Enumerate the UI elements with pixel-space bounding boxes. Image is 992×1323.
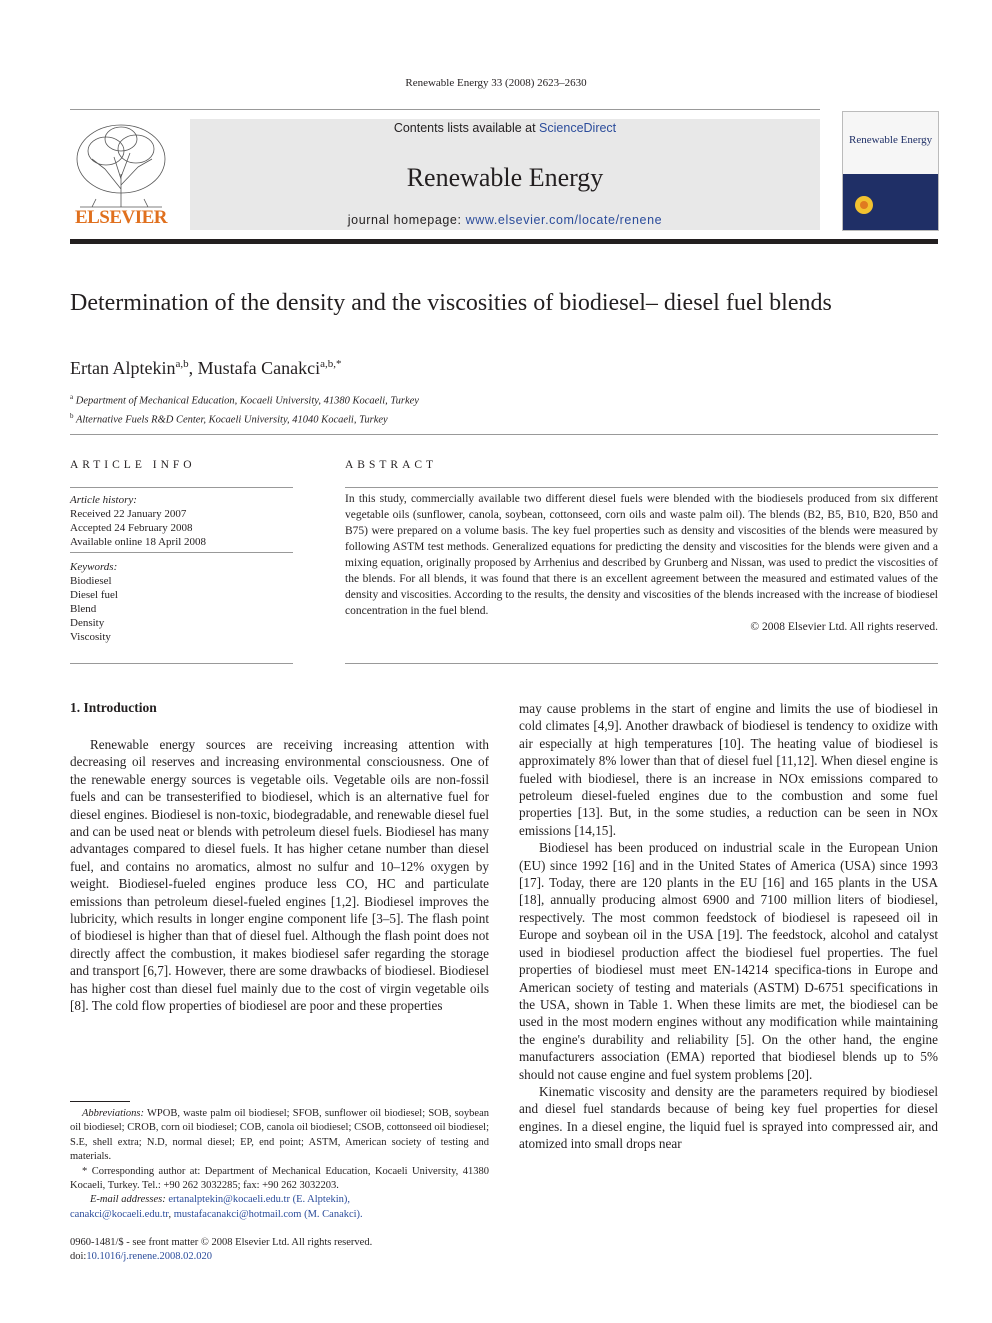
- intro-paragraph-1: Renewable energy sources are receiving increasing attention with decreasing oil reserves and increasing environmental consciousness. One of the renewable energy sources is vegetable oils. Vegetable oils are non-fossil fuels and can be transesterified to biodiesel, which is an alternative fuel for diesel engines. Biodiesel is non-toxic, biodegradable, and renewable diesel fuel and can be used neat or blends with petroleum diesel fuels. Biodiesel has many advantages compared to diesel fuels. It has higher cetane number than diesel fuel, and contains no aromatics, almost no sulfur and 10–12% oxygen by weight. Biodiesel-fueled engines produce less CO, HC and particulate emissions than petroleum diesel-fueled engines [1,2]. Biodiesel improves the lubricity, which results in longer engine component life [3–5]. The flash point of biodiesel is higher than that of diesel fuel. Although the flash point does not directly affect the combustion, it makes biodiesel safer regarding the storage and transport [6,7]. However, there are some drawbacks of biodiesel. Biodiesel has higher cost than diesel fuel mainly due to the cost of virgin vegetable oils [8]. The cold flow properties of biodiesel are poor and these properties: [70, 737, 489, 1014]
- affil-b: Alternative Fuels R&D Center, Kocaeli University, 41040 Kocaeli, Turkey: [75, 414, 388, 425]
- cover-title: Renewable Energy: [849, 134, 933, 146]
- author-2: , Mustafa Canakci: [188, 358, 321, 378]
- abbrev-label: Abbreviations:: [82, 1108, 145, 1119]
- abstract-body: [345, 491, 938, 635]
- abstract-rule: [345, 487, 938, 488]
- affil-a-mark: a: [70, 393, 74, 401]
- intro-paragraph-3: Biodiesel has been produced on industrial scale in the European Union (EU) since 1992 [16] and in the United States of America (USA) since 1993 [17]. Today, there are 120 plants in the EU [16] and 165 plants in the USA [18], annually producing almost 6900 and 7100 million liters of biodiesel, respectively. The most common feedstock of biodiesel is rapeseed oil in Europe and soybean oil in the USA [19]. The feedstock, alcohol and catalyst used in biodiesel production affect the biodiesel fuel properties. The fuel properties of biodiesel must meet EN-14214 specifica-tions in Europe and American society of testing and materials (ASTM) D-6751 specifications in the USA, shown in Table 1. When these limits are met, the biodiesel can be used in the most modern engines without any modification while maintaining the engine's durability and reliability [5]. On the other hand, the engine manufacturers association (EMA) reported that biodiesel blends up to 5% should not cause engine and fuel system problems [20].: [519, 840, 938, 1082]
- affil-rule: [70, 434, 938, 435]
- corr-text: Corresponding author at: Department of Mechanical Education, Kocaeli University, 41380 Kocaeli, Turkey. Tel.: +90 262 3032285; fax: +90 262 3032203.: [70, 1165, 489, 1192]
- intro-paragraph-4: Kinematic viscosity and density are the parameters required by biodiesel and diesel fuel standards because of being key fuel properties for diesel engines. In a diesel engine, the liquid fuel is sprayed into compressed air, and atomized into small drops near: [519, 1083, 938, 1152]
- article-title: Determination of the density and the viscosities of biodiesel– diesel fuel blends: [70, 290, 832, 316]
- email-link[interactable]: ertanalptekin@kocaeli.edu.tr (E. Alptekin),: [168, 1194, 351, 1206]
- keyword: Biodiesel: [70, 575, 112, 587]
- author-list: [70, 358, 341, 379]
- email-label: E-mail addresses:: [90, 1194, 166, 1206]
- author-2-affil: a,b,*: [320, 358, 342, 370]
- journal-cover-thumbnail: [842, 111, 939, 231]
- intro-right-column: [519, 700, 938, 1153]
- abstract-bottom-rule: [345, 663, 938, 664]
- doi-prefix: doi:: [70, 1251, 87, 1263]
- email-link[interactable]: canakci@kocaeli.edu.tr: [70, 1208, 169, 1220]
- article-info-heading: ARTICLE INFO: [70, 459, 196, 471]
- keyword: Diesel fuel: [70, 589, 118, 601]
- history-label: Article history:: [70, 494, 137, 506]
- homepage-line: [190, 213, 820, 227]
- header-thick-rule: [70, 239, 938, 244]
- received-date: Received 22 January 2007: [70, 508, 187, 520]
- article-history: [70, 493, 293, 549]
- author-1: Ertan Alptekin: [70, 358, 176, 378]
- keyword: Blend: [70, 603, 97, 615]
- intro-left-column: [70, 736, 489, 1015]
- author-1-affil: a,b: [175, 358, 189, 370]
- affil-a: Department of Mechanical Education, Kocaeli University, 41380 Kocaeli, Turkey: [75, 395, 419, 407]
- abstract-copyright: © 2008 Elsevier Ltd. All rights reserved.: [750, 621, 938, 633]
- affiliations: [70, 390, 419, 427]
- online-date: Available online 18 April 2008: [70, 536, 207, 548]
- front-matter: [70, 1236, 372, 1265]
- accepted-date: Accepted 24 February 2008: [70, 522, 193, 534]
- email-link[interactable]: mustafacanakci@hotmail.com (M. Canakci).: [173, 1208, 363, 1220]
- doi-link[interactable]: 10.1016/j.renene.2008.02.020: [86, 1251, 213, 1263]
- footnote-rule: [70, 1101, 130, 1102]
- section-heading: 1. Introduction: [70, 700, 157, 715]
- homepage-link[interactable]: www.elsevier.com/locate/renene: [465, 213, 663, 227]
- keywords-label: Keywords:: [70, 561, 118, 573]
- journal-citation: Renewable Energy 33 (2008) 2623–2630: [405, 77, 587, 89]
- contents-prefix: Contents lists available at: [393, 121, 540, 135]
- sciencedirect-link[interactable]: ScienceDirect: [539, 121, 617, 135]
- issn-line: 0960-1481/$ - see front matter © 2008 Elsevier Ltd. All rights reserved.: [70, 1237, 373, 1248]
- affil-b-mark: b: [70, 411, 74, 420]
- journal-title: Renewable Energy: [406, 163, 604, 192]
- abbrev-text: WPOB, waste palm oil biodiesel; SFOB, sunflower oil biodiesel; SOB, soybean oil biodiesel; CROB, corn oil biodiesel; COB, canola oil biodiesel; CSOB, cottonseed oil biodiesel; S.E, shell extra; N.D, normal diesel; EP, end point; ASTM, American society of testing and materials.: [70, 1108, 489, 1163]
- abstract-text: In this study, commercially available two different diesel fuels were blended with the biodiesels produced from six different vegetable oils (sunflower, canola, soybean, cottonseed, corn oils and waste palm oil). The blends (B2, B5, B10, B20, B50 and B75) were prepared on a volume basis. The key fuel properties such as density and viscosities of the blends were measured by following ASTM test methods. Generalized equations for predicting the density and viscosities for the blends were given and a mixing equation, originally proposed by Arrhenius and described by Grunberg and Nissan, was used to predict the viscosities of the blends. For all blends, it was found that there is an excellent agreement between the measured and estimated values of the density and viscosities. According to the results, the density and viscosities of the blends increased with the increase of biodiesel concentration in the fuel blend.: [345, 493, 938, 617]
- elsevier-wordmark: ELSEVIER: [74, 207, 168, 228]
- intro-paragraph-2: may cause problems in the start of engine and limits the use of biodiesel in cold climates [4,9]. Another drawback of biodiesel is tendency to oxidize with air especially at high temperatures [10]. The heating value of biodiesel is approximately 8% lower than that of diesel fuel [11,12]. When diesel engine is fueled with biodiesel, there is an increase in NOx emissions compared to petroleum diesel-fueled engines due to the combustion and some fuel properties [13]. But, in the some studies, a reduction can be seen in NOx emissions [14,15].: [519, 701, 938, 838]
- footnotes: Abbreviations: WPOB, waste palm oil biodiesel; SFOB, sunflower oil biodiesel; SOB, soybean oil biodiesel; CROB, corn oil biodiesel; COB, canola oil biodiesel; CSOB, cottonseed oil biodiesel; S.E, shell extra; N.D, normal diesel; EP, end point; ASTM, American society of testing and materials. * Corresponding author at: Department of Mechanical Education, Kocaeli University, 41380 Kocaeli, Turkey. Tel.: +90 262 3032285; fax: +90 262 3032203. E-mail addresses: ertanalptekin@kocaeli.edu.tr (E. Alptekin), canakci@kocaeli.edu.tr, mustafacanakci@hotmail.com (M. Canakci).: [70, 1108, 489, 1220]
- homepage-prefix: journal homepage:: [347, 213, 466, 227]
- keyword: Viscosity: [70, 631, 111, 643]
- keywords-rule: [70, 663, 293, 664]
- article-info-rule: [70, 487, 293, 488]
- abstract-heading: ABSTRACT: [345, 459, 438, 471]
- history-rule: [70, 552, 293, 553]
- keywords-block: [70, 560, 293, 644]
- contents-line: [190, 121, 820, 135]
- corr-mark: *: [82, 1165, 88, 1177]
- keyword: Density: [70, 617, 105, 629]
- cover-flower-icon: [853, 194, 875, 216]
- header-rule: [70, 109, 820, 110]
